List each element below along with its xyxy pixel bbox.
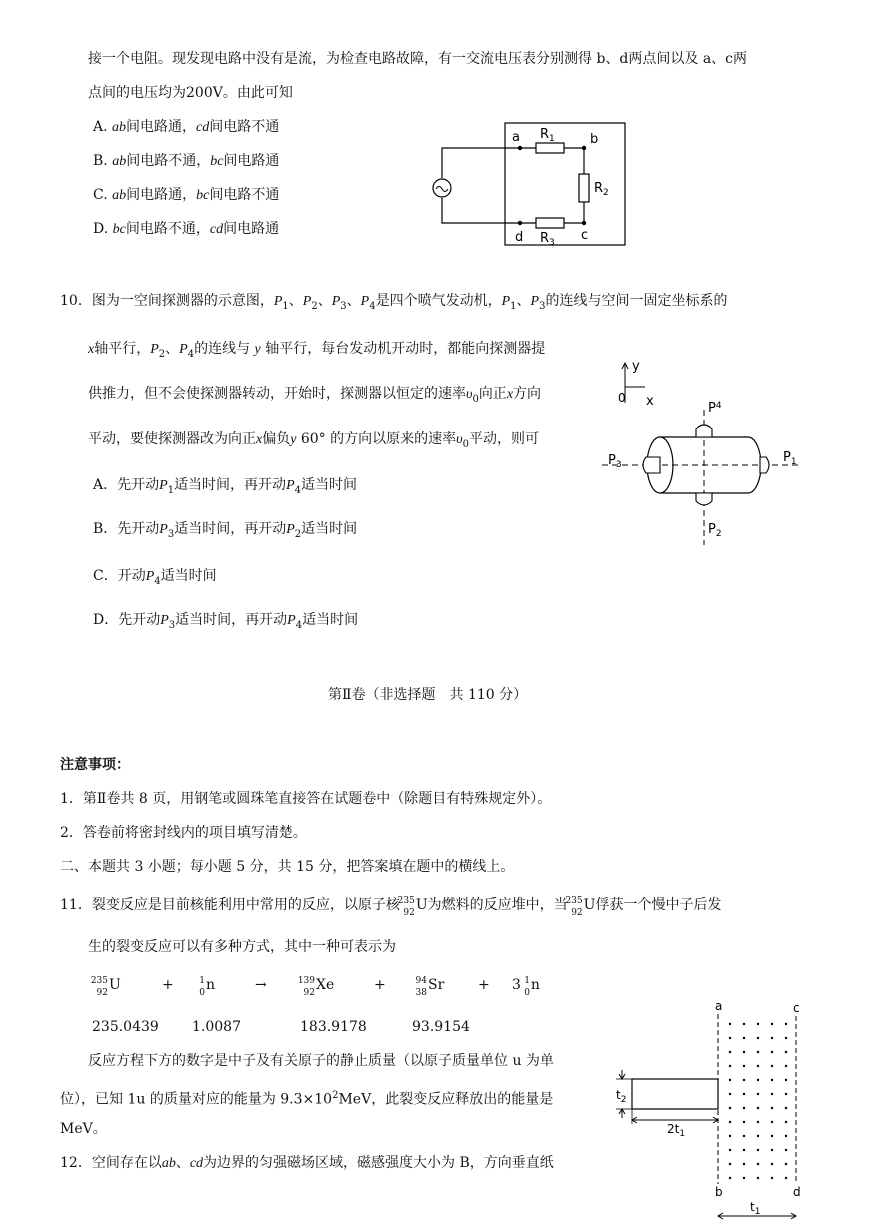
boundary-c-label: c <box>793 1001 800 1015</box>
resistor-r2 <box>579 174 589 202</box>
field-dot <box>729 1163 731 1165</box>
field-dot <box>757 1135 759 1137</box>
q10-line2: x轴平行，$P_2$、$P_4$的连线与 y 轴平行，每台发动机开动时，都能向探测器提 <box>88 341 546 360</box>
q9-option-c[interactable]: C. ab间电路通，bc间电路不通 <box>93 187 280 203</box>
thruster-p2 <box>696 493 712 505</box>
eq-sr94: 94 38 Sr <box>415 976 445 998</box>
field-dot <box>785 1135 787 1137</box>
field-dot <box>757 1037 759 1039</box>
circuit-diagram <box>430 118 630 250</box>
field-dot <box>785 1107 787 1109</box>
field-dot <box>757 1163 759 1165</box>
eq-3neutrons: 3 1 0 n <box>512 976 540 998</box>
thruster-p1 <box>760 457 769 473</box>
r2-label: $R_2$ <box>594 181 609 198</box>
p3-label: $P_3$ <box>608 453 622 470</box>
field-dot <box>771 1163 773 1165</box>
field-dot <box>729 1093 731 1095</box>
node-a-label: a <box>512 130 520 145</box>
q9-option-a[interactable]: A. ab间电路通，cd间电路不通 <box>93 119 280 135</box>
field-dot <box>729 1079 731 1081</box>
field-dot <box>729 1065 731 1067</box>
field-dot <box>771 1065 773 1067</box>
field-dot <box>771 1135 773 1137</box>
field-dot <box>743 1107 745 1109</box>
mass-xe139: 183.9178 <box>300 1019 367 1035</box>
field-dot <box>757 1093 759 1095</box>
field-dot <box>785 1079 787 1081</box>
thruster-p4 <box>696 425 712 437</box>
field-dot <box>757 1051 759 1053</box>
magnetic-field-diagram <box>612 998 812 1226</box>
field-dot <box>757 1107 759 1109</box>
thruster-p3 <box>643 457 660 473</box>
q10-option-a[interactable]: A．先开动$P_1$适当时间，再开动$P_4$适当时间 <box>93 477 357 496</box>
field-dot <box>729 1107 731 1109</box>
field-dot <box>729 1149 731 1151</box>
q10-line1: 10．图为一空间探测器的示意图，$P_1$、$P_2$、$P_3$、$P_4$是四个喷气发动机，$P_1$、$P_3$的连线与空间一固定坐标系的 <box>60 293 728 312</box>
q9-option-d[interactable]: D. bc间电路不通，cd间电路通 <box>93 221 280 237</box>
eq-plus-3: + <box>478 977 490 993</box>
q10-line3: 供推力，但不会使探测器转动，开始时，探测器以恒定的速率$\upsilon_0$向正x方向 <box>88 386 542 405</box>
field-dot <box>729 1135 731 1137</box>
field-dot <box>785 1177 787 1179</box>
q10-line4: 平动，要使探测器改为向正x偏负y 60° 的方向以原来的速率$\upsilon_0$平动，则可 <box>88 431 539 450</box>
q12-line1: 12．空间存在以ab、cd为边界的匀强磁场区域，磁感强度大小为 B，方向垂直纸 <box>60 1155 554 1171</box>
eq-plus-1: + <box>162 977 174 993</box>
part2-title: 第Ⅱ卷（非选择题 共 110 分） <box>328 687 528 703</box>
mass-sr94: 93.9154 <box>412 1019 470 1035</box>
q10-option-b[interactable]: B．先开动$P_3$适当时间，再开动$P_2$适当时间 <box>93 521 358 540</box>
x-axis-label: x <box>646 394 654 409</box>
field-dot <box>757 1149 759 1151</box>
field-dot <box>743 1079 745 1081</box>
t2-label: $t_2$ <box>616 1088 627 1105</box>
q10-option-d[interactable]: D．先开动$P_3$适当时间，再开动$P_4$适当时间 <box>93 612 359 631</box>
notes-title: 注意事项： <box>60 757 130 773</box>
rect-loop <box>632 1079 718 1109</box>
field-dot <box>757 1177 759 1179</box>
q9-line1: 接一个电阻。现发现电路中没有是流，为检查电路故障，有一交流电压表分别测得 b、d两点间以及 a、c两 <box>88 51 748 67</box>
field-dot <box>771 1149 773 1151</box>
q11-line3: 反应方程下方的数字是中子及有关原子的静止质量（以原子质量单位 u 为单 <box>88 1053 554 1069</box>
field-dot <box>757 1023 759 1025</box>
field-dot <box>729 1037 731 1039</box>
field-dot <box>785 1163 787 1165</box>
ac-source-icon <box>433 179 451 197</box>
q11-line2: 生的裂变反应可以有多种方式，其中一种可表示为 <box>88 939 396 955</box>
eq-neutron: 1 0 n <box>199 976 216 998</box>
p1-label: $P_1$ <box>783 450 797 467</box>
field-dot <box>743 1135 745 1137</box>
field-dot <box>771 1037 773 1039</box>
eq-arrow: → <box>255 977 267 993</box>
boundary-d-label: d <box>793 1185 801 1199</box>
field-dot <box>743 1149 745 1151</box>
origin-label: 0 <box>618 391 626 405</box>
q9-line2: 点间的电压均为200V。由此可知 <box>88 85 293 101</box>
resistor-r3 <box>536 218 564 228</box>
probe-diagram <box>600 355 810 550</box>
field-dots <box>729 1023 787 1179</box>
boundary-b-label: b <box>715 1185 723 1199</box>
q11-line5: MeV。 <box>60 1121 107 1137</box>
resistor-r1 <box>536 143 564 153</box>
field-dot <box>771 1023 773 1025</box>
field-dot <box>743 1051 745 1053</box>
field-dot <box>771 1107 773 1109</box>
q11-line1: 11．裂变反应是目前核能利用中常用的反应，以原子核 235 92 U为燃料的反应堆中，当 235 92 U俘获一个慢中子后发 <box>60 896 722 918</box>
field-dot <box>743 1121 745 1123</box>
mass-neutron: 1.0087 <box>192 1019 241 1035</box>
field-dot <box>757 1079 759 1081</box>
field-dot <box>729 1023 731 1025</box>
eq-plus-2: + <box>374 977 386 993</box>
field-dot <box>785 1093 787 1095</box>
field-dot <box>771 1177 773 1179</box>
field-dot <box>771 1051 773 1053</box>
field-dot <box>729 1177 731 1179</box>
field-dot <box>771 1093 773 1095</box>
note-2: 2．答卷前将密封线内的项目填写清楚。 <box>60 825 307 841</box>
q10-option-c[interactable]: C．开动$P_4$适当时间 <box>93 568 217 587</box>
t1-label: $t_1$ <box>750 1200 761 1217</box>
field-dot <box>743 1177 745 1179</box>
field-dot <box>771 1121 773 1123</box>
r3-label: $R_3$ <box>540 231 555 248</box>
field-dot <box>743 1023 745 1025</box>
width-label: $2t_1$ <box>667 1122 686 1139</box>
field-dot <box>757 1121 759 1123</box>
p4-label: $P^4$ <box>708 401 722 416</box>
field-dot <box>785 1065 787 1067</box>
p2-label: $P_2$ <box>708 522 722 539</box>
q9-option-b[interactable]: B. ab间电路不通，bc间电路通 <box>93 153 280 169</box>
section-2-header: 二、本题共 3 小题；每小题 5 分，共 15 分，把答案填在题中的横线上。 <box>60 859 515 875</box>
field-dot <box>743 1065 745 1067</box>
eq-xe139: 139 92 Xe <box>297 976 335 998</box>
node-c-label: c <box>581 228 589 243</box>
field-dot <box>729 1121 731 1123</box>
field-dot <box>743 1037 745 1039</box>
r1-label: $R_1$ <box>540 127 555 144</box>
field-dot <box>729 1051 731 1053</box>
field-dot <box>743 1163 745 1165</box>
field-dot <box>785 1121 787 1123</box>
field-dot <box>757 1065 759 1067</box>
field-dot <box>771 1079 773 1081</box>
field-dot <box>785 1149 787 1151</box>
boundary-a-label: a <box>715 999 723 1013</box>
field-dot <box>785 1023 787 1025</box>
q11-line4: 位），已知 1u 的质量对应的能量为 $9.3\times 10^2MeV$，此裂变反应释放出的能量是 <box>60 1090 554 1108</box>
field-dot <box>785 1051 787 1053</box>
mass-u235: 235.0439 <box>92 1019 159 1035</box>
node-b-label: b <box>590 132 599 147</box>
field-dot <box>743 1093 745 1095</box>
y-axis-label: y <box>632 359 640 374</box>
eq-u235: 235 92 U <box>90 976 121 998</box>
field-dot <box>785 1037 787 1039</box>
node-d-label: d <box>515 230 524 245</box>
note-1: 1．第Ⅱ卷共 8 页，用钢笔或圆珠笔直接答在试题卷中（除题目有特殊规定外）。 <box>60 791 552 807</box>
